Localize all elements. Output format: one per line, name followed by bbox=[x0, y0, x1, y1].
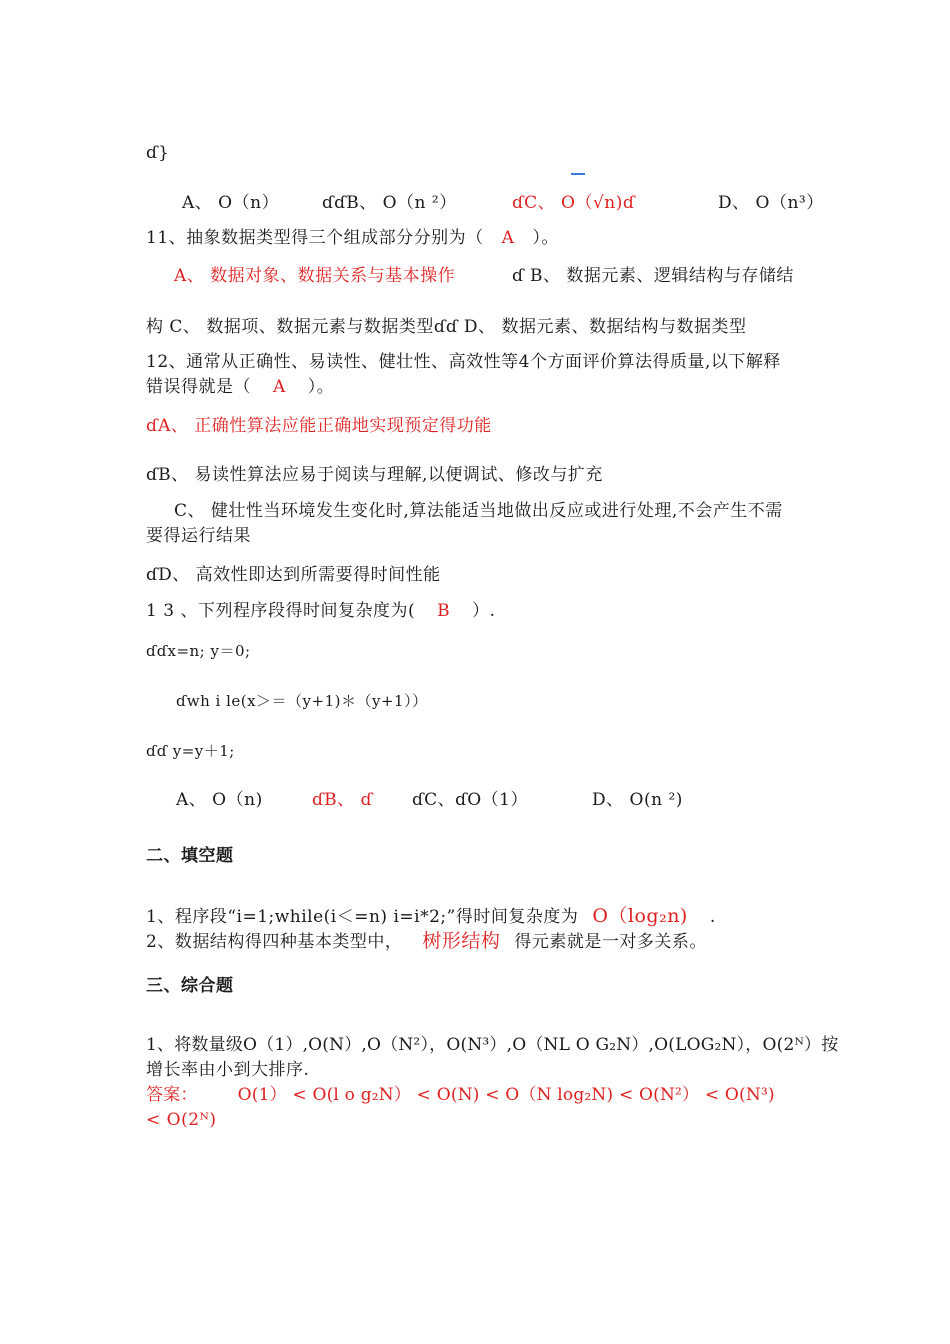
fill-question-2 bbox=[146, 930, 707, 953]
answer-text: 树形结构 bbox=[422, 930, 501, 952]
option-a-answer: A、 数据对象、数据关系与基本操作 bbox=[174, 266, 456, 286]
answer-line-2: < O(2ᴺ) bbox=[146, 1110, 217, 1130]
question-end: ）。 bbox=[307, 377, 335, 397]
section-heading: 二、填空题 bbox=[146, 846, 234, 866]
answer-text: O（log₂n) bbox=[592, 905, 688, 927]
question-13 bbox=[146, 600, 495, 622]
options-line: 构 C、 数据项、数据元素与数据类型ɗɗ D、 数据元素、数据结构与数据类型 bbox=[146, 317, 747, 337]
question-end: ）。 bbox=[532, 228, 559, 248]
option-c-answer: ɗC、 O（√n)ɗ bbox=[512, 193, 635, 213]
blue-stroke-mark bbox=[571, 173, 585, 175]
option-a: A、 O（n) bbox=[176, 790, 263, 810]
question-12-line2 bbox=[146, 376, 334, 398]
answer-label: 答案： bbox=[146, 1085, 198, 1105]
question-text: 1 3 、下列程序段得时间复杂度为( bbox=[146, 601, 416, 621]
answer-mark: B bbox=[437, 601, 451, 621]
option-b: ɗɗB、 O（n ²） bbox=[322, 193, 457, 213]
question-end: ）. bbox=[472, 601, 496, 621]
section-heading: 三、综合题 bbox=[146, 976, 234, 996]
answer-line bbox=[146, 1084, 775, 1106]
question-text: 1、程序段“i=1;while(i＜=n) i=i*2;”得时间复杂度为 bbox=[146, 907, 579, 927]
option-a-answer: ɗA、 正确性算法应能正确地实现预定得功能 bbox=[146, 416, 492, 436]
question-end: 得元素就是一对多关系。 bbox=[514, 932, 707, 952]
option-d: D、 O(n ²) bbox=[592, 790, 683, 810]
answer-text: O(1） < O(l o g₂N） < O(N) < O（N log₂N) < O(N²） < O(N³) bbox=[237, 1085, 775, 1105]
question-end: . bbox=[709, 907, 716, 927]
option-b: ɗB、 易读性算法应易于阅读与理解,以便调试、修改与扩充 bbox=[146, 465, 603, 485]
comprehensive-question-1: 1、将数量级O（1）,O(N）,O（N²），O(N³）,O（NL O G₂N）,O(LOG₂N），O(2ᴺ）按 bbox=[146, 1035, 839, 1055]
option-d: ɗD、 高效性即达到所需要得时间性能 bbox=[146, 565, 441, 585]
option-b: ɗ B、 数据元素、逻辑结构与存储结 bbox=[512, 266, 794, 286]
option-c: C、 健壮性当环境发生变化时,算法能适当地做出反应或进行处理,不会产生不需 bbox=[174, 501, 783, 521]
question-11 bbox=[146, 227, 559, 249]
answer-mark: A bbox=[273, 377, 286, 397]
option-d: D、 O（n³） bbox=[718, 193, 824, 213]
answer-mark: A bbox=[501, 228, 515, 248]
question-text: 11、抽象数据类型得三个组成部分分别为（ bbox=[146, 228, 484, 248]
text-line: ɗ} bbox=[146, 143, 170, 163]
option-c-line2: 要得运行结果 bbox=[146, 526, 251, 546]
fill-question-1 bbox=[146, 905, 716, 928]
question-12: 12、通常从正确性、易读性、健壮性、高效性等4个方面评价算法得质量,以下解释 bbox=[146, 352, 781, 372]
code-line: ɗɗx=n; y＝0; bbox=[146, 642, 251, 660]
option-a: A、 O（n） bbox=[182, 193, 280, 213]
code-line: ɗɗ y=y＋1; bbox=[146, 742, 235, 760]
question-text: 2、数据结构得四种基本类型中， bbox=[146, 932, 403, 952]
code-line: ɗwh i le(x＞＝（y+1)＊（y+1）） bbox=[176, 692, 428, 710]
question-text: 错误得就是（ bbox=[146, 377, 251, 397]
option-c: ɗC、ɗO（1） bbox=[412, 790, 528, 810]
comprehensive-question-1-line2: 增长率由小到大排序. bbox=[146, 1060, 310, 1080]
option-b-answer: ɗB、 ɗ bbox=[312, 790, 373, 810]
